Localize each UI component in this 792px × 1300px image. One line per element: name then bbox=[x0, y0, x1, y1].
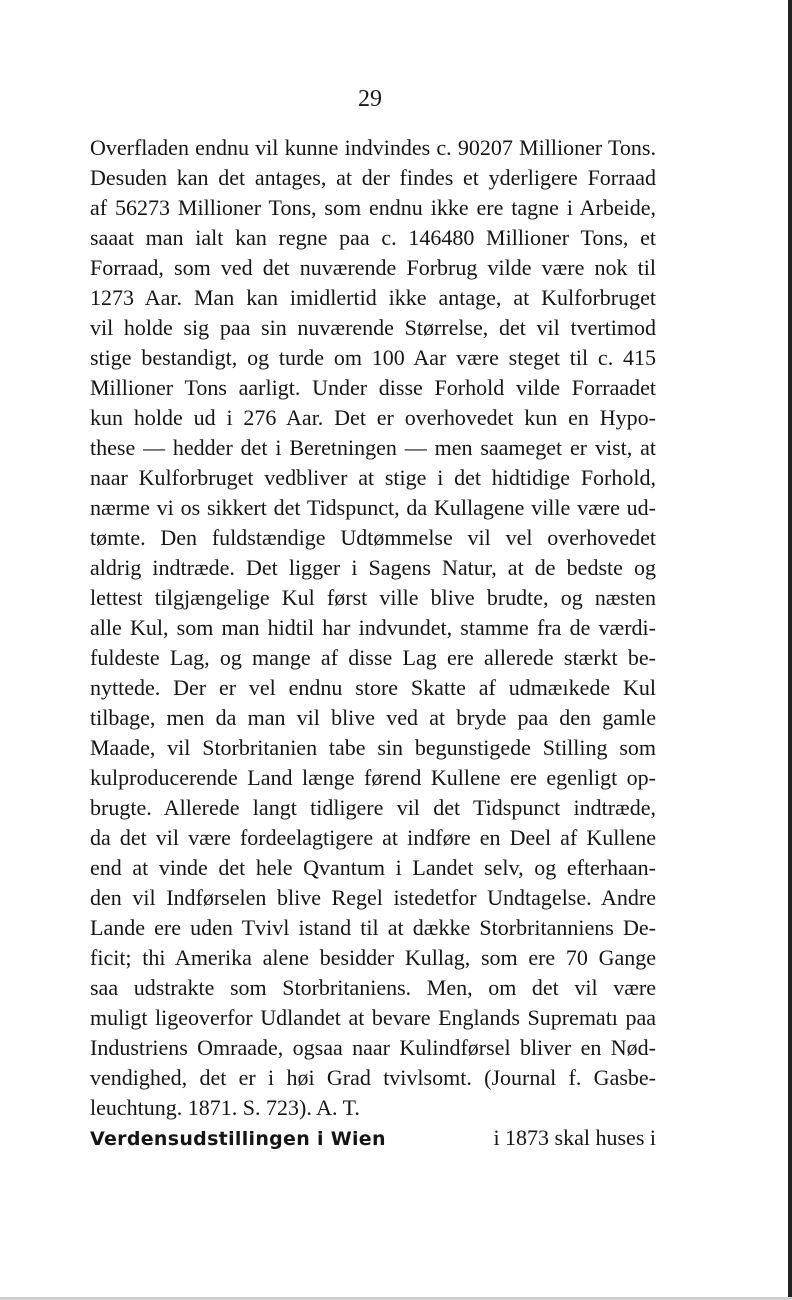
text-line: Desuden kan det antages, at der findes et yderligere Forraad bbox=[90, 165, 656, 190]
text-line: da det vil være fordeelagtigere at indføre en Deel af Kullene bbox=[90, 825, 656, 850]
text-line: tømte. Den fuldstændige Udtømmelse vil vel overhovedet bbox=[90, 525, 656, 550]
text-line: 1273 Aar. Man kan imidlertid ikke antage, at Kulforbruget bbox=[90, 285, 656, 310]
text-line: kun holde ud i 276 Aar. Det er overhovedet kun en Hypo- bbox=[90, 405, 656, 430]
text-line: Millioner Tons aarligt. Under disse Forhold vilde Forraadet bbox=[90, 375, 656, 400]
scan-edge-right bbox=[788, 0, 792, 1300]
text-line: tilbage, men da man vil blive ved at bryde paa den gamle bbox=[90, 705, 656, 730]
text-line: Industriens Omraade, ogsaa naar Kulindførsel bliver en Nød- bbox=[90, 1035, 656, 1060]
text-line-final: leuchtung. 1871. S. 723). A. T. bbox=[90, 1095, 360, 1120]
text-line: saa udstrakte som Storbritaniens. Men, om det vil være bbox=[90, 975, 656, 1000]
text-line: alle Kul, som man hidtil har indvundet, stamme fra de værdi- bbox=[90, 615, 656, 640]
text-line: aldrig indtræde. Det ligger i Sagens Natur, at de bedste og bbox=[90, 555, 656, 580]
next-section-line bbox=[90, 1123, 656, 1153]
page-number: 29 bbox=[358, 86, 382, 112]
text-line: vil holde sig paa sin nuværende Størrelse, det vil tvertimod bbox=[90, 315, 656, 340]
text-line: lettest tilgjængelige Kul først ville blive brudte, og næsten bbox=[90, 585, 656, 610]
text-line: af 56273 Millioner Tons, som endnu ikke ere tagne i Arbeide, bbox=[90, 195, 656, 220]
text-line: nærme vi os sikkert det Tidspunct, da Kullagene ville være ud- bbox=[90, 495, 656, 520]
section-continuation: i 1873 skal huses i bbox=[493, 1125, 656, 1150]
text-line: stige bestandigt, og turde om 100 Aar være steget til c. 415 bbox=[90, 345, 656, 370]
text-line: ficit; thi Amerika alene besidder Kullag, som ere 70 Gange bbox=[90, 945, 656, 970]
text-line: Lande ere uden Tvivl istand til at dække Storbritanniens De- bbox=[90, 915, 656, 940]
text-line: naar Kulforbruget vedbliver at stige i det hidtidige Forhold, bbox=[90, 465, 656, 490]
text-line: end at vinde det hele Qvantum i Landet selv, og efterhaan- bbox=[90, 855, 656, 880]
section-heading: Verdensudstillingen i Wien bbox=[90, 1128, 386, 1150]
text-line: these — hedder det i Beretningen — men saameget er vist, at bbox=[90, 435, 656, 460]
text-line: saaat man ialt kan regne paa c. 146480 Millioner Tons, et bbox=[90, 225, 656, 250]
text-line: kulproducerende Land længe førend Kullene ere egenligt op- bbox=[90, 765, 656, 790]
text-line: Forraad, som ved det nuværende Forbrug vilde være nok til bbox=[90, 255, 656, 280]
text-line: nyttede. Der er vel endnu store Skatte af udmæıkede Kul bbox=[90, 675, 656, 700]
text-line: Overfladen endnu vil kunne indvindes c. 90207 Millioner Tons. bbox=[90, 135, 656, 160]
text-line: den vil Indførselen blive Regel istedetfor Undtagelse. Andre bbox=[90, 885, 656, 910]
text-line: muligt ligeoverfor Udlandet at bevare Englands Suprematı paa bbox=[90, 1005, 656, 1030]
text-line: fuldeste Lag, og mange af disse Lag ere allerede stærkt be- bbox=[90, 645, 656, 670]
body-text bbox=[90, 133, 656, 1153]
text-line: vendighed, det er i høi Grad tvivlsomt. (Journal f. Gasbe- bbox=[90, 1065, 656, 1090]
text-line: Maade, vil Storbritanien tabe sin begunstigede Stilling som bbox=[90, 735, 656, 760]
text-line: brugte. Allerede langt tidligere vil det Tidspunct indtræde, bbox=[90, 795, 656, 820]
